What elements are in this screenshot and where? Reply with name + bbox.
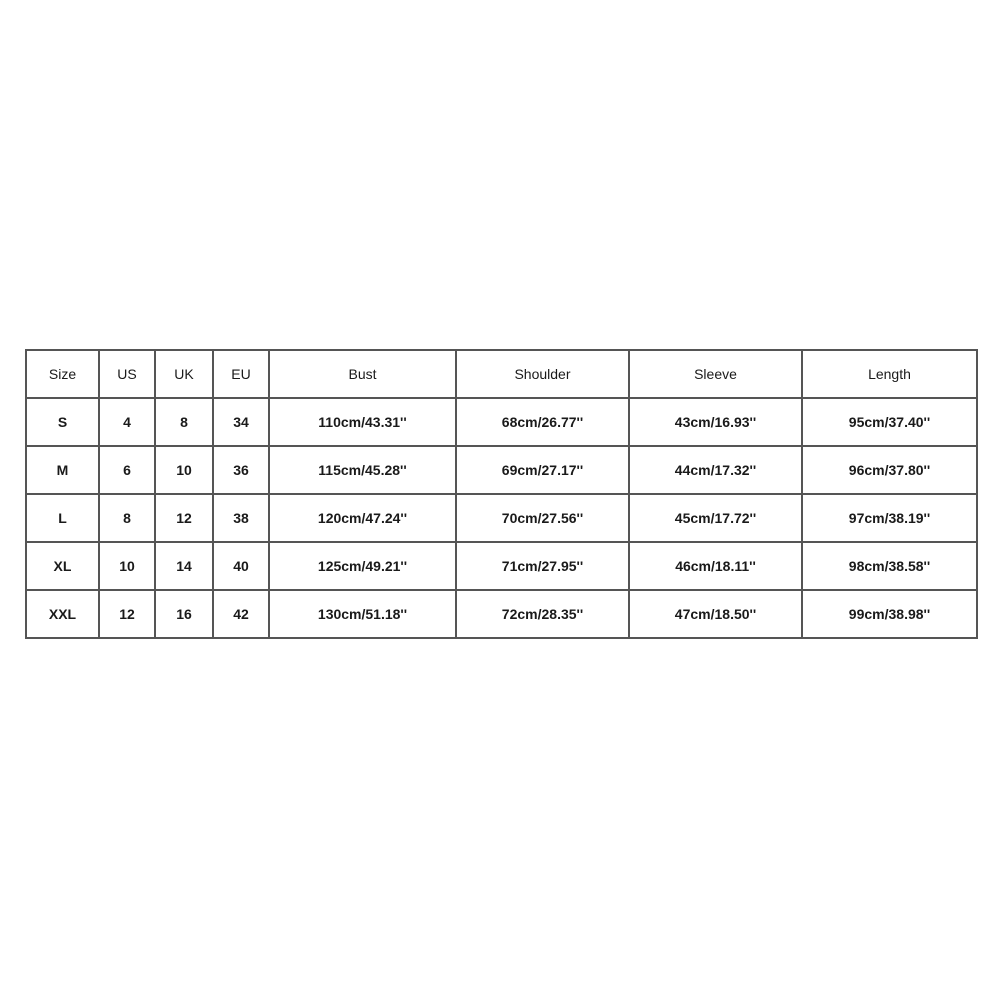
cell-shoulder: 72cm/28.35'' — [456, 590, 629, 638]
cell-us: 12 — [99, 590, 155, 638]
cell-length: 97cm/38.19'' — [802, 494, 977, 542]
cell-uk: 8 — [155, 398, 213, 446]
header-us: US — [99, 350, 155, 398]
cell-uk: 16 — [155, 590, 213, 638]
cell-shoulder: 69cm/27.17'' — [456, 446, 629, 494]
cell-uk: 10 — [155, 446, 213, 494]
cell-size: L — [26, 494, 99, 542]
table-header-row — [26, 350, 977, 398]
cell-eu: 34 — [213, 398, 269, 446]
cell-sleeve: 44cm/17.32'' — [629, 446, 802, 494]
cell-eu: 42 — [213, 590, 269, 638]
cell-us: 10 — [99, 542, 155, 590]
header-length: Length — [802, 350, 977, 398]
cell-bust: 110cm/43.31'' — [269, 398, 456, 446]
cell-length: 98cm/38.58'' — [802, 542, 977, 590]
cell-sleeve: 47cm/18.50'' — [629, 590, 802, 638]
cell-length: 95cm/37.40'' — [802, 398, 977, 446]
cell-bust: 125cm/49.21'' — [269, 542, 456, 590]
cell-eu: 36 — [213, 446, 269, 494]
table-row — [26, 494, 977, 542]
cell-bust: 120cm/47.24'' — [269, 494, 456, 542]
cell-shoulder: 68cm/26.77'' — [456, 398, 629, 446]
cell-sleeve: 45cm/17.72'' — [629, 494, 802, 542]
cell-bust: 130cm/51.18'' — [269, 590, 456, 638]
cell-us: 6 — [99, 446, 155, 494]
cell-eu: 40 — [213, 542, 269, 590]
table-row — [26, 398, 977, 446]
cell-length: 96cm/37.80'' — [802, 446, 977, 494]
cell-us: 4 — [99, 398, 155, 446]
header-bust: Bust — [269, 350, 456, 398]
cell-uk: 12 — [155, 494, 213, 542]
header-sleeve: Sleeve — [629, 350, 802, 398]
header-uk: UK — [155, 350, 213, 398]
header-eu: EU — [213, 350, 269, 398]
cell-eu: 38 — [213, 494, 269, 542]
header-size: Size — [26, 350, 99, 398]
header-shoulder: Shoulder — [456, 350, 629, 398]
table-row — [26, 542, 977, 590]
cell-size: XXL — [26, 590, 99, 638]
cell-shoulder: 71cm/27.95'' — [456, 542, 629, 590]
cell-size: M — [26, 446, 99, 494]
table-row — [26, 446, 977, 494]
cell-uk: 14 — [155, 542, 213, 590]
cell-size: S — [26, 398, 99, 446]
cell-size: XL — [26, 542, 99, 590]
cell-sleeve: 43cm/16.93'' — [629, 398, 802, 446]
cell-shoulder: 70cm/27.56'' — [456, 494, 629, 542]
cell-sleeve: 46cm/18.11'' — [629, 542, 802, 590]
cell-us: 8 — [99, 494, 155, 542]
cell-bust: 115cm/45.28'' — [269, 446, 456, 494]
cell-length: 99cm/38.98'' — [802, 590, 977, 638]
table-row — [26, 590, 977, 638]
size-chart-table — [25, 349, 978, 639]
